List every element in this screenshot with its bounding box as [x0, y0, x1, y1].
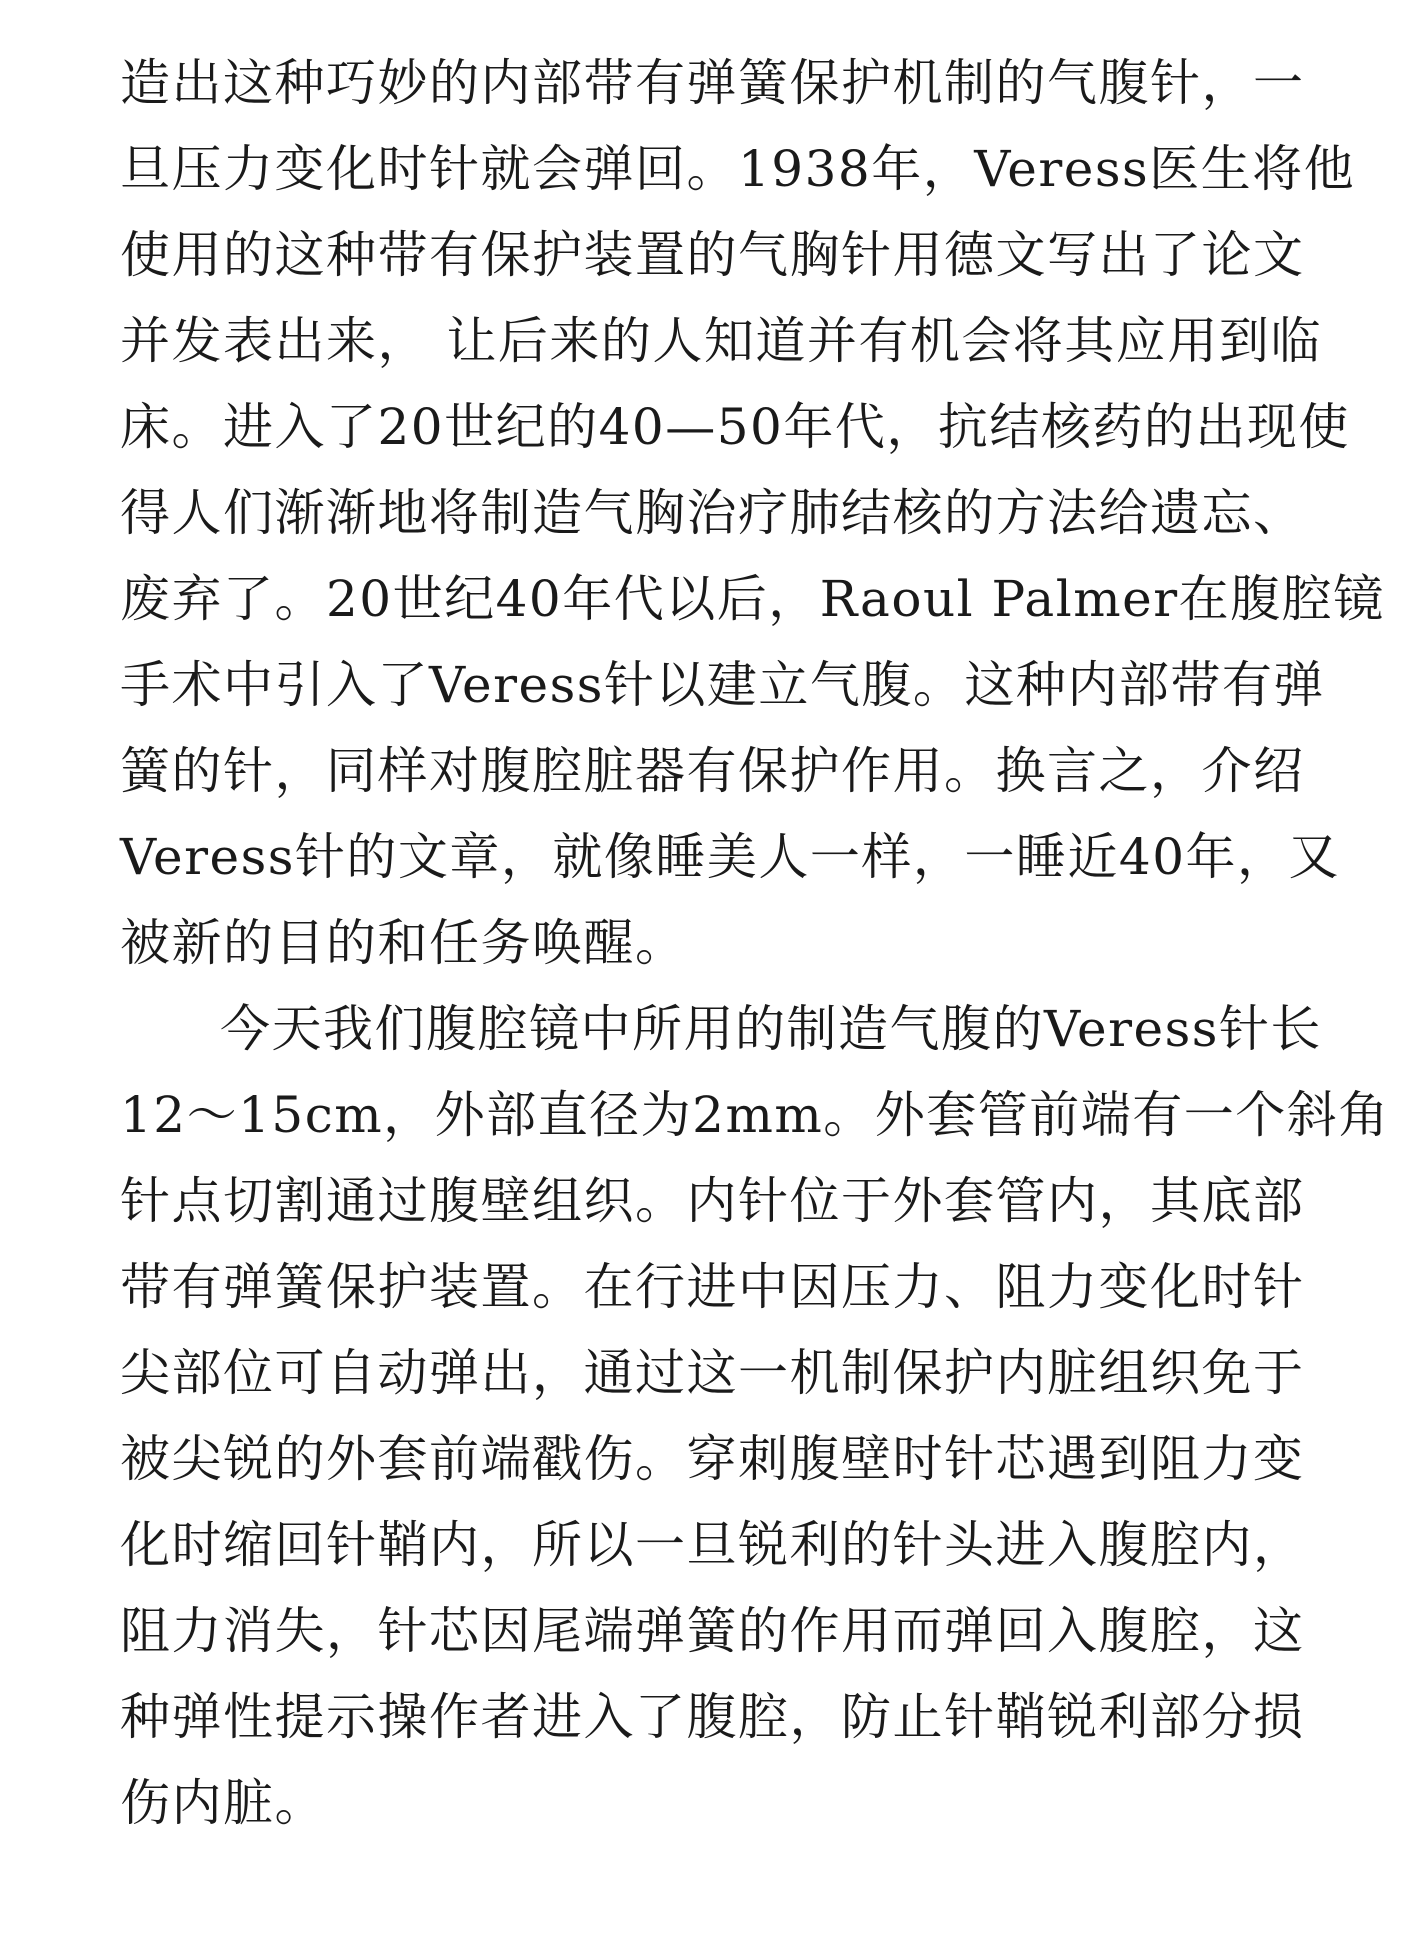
text-line: 使用的这种带有保护装置的气胸针用德文写出了论文 [120, 226, 1305, 284]
text-line: 旦压力变化时针就会弹回。1938年，Veress医生将他 [120, 140, 1356, 198]
text-line: 床。进入了20世纪的40—50年代，抗结核药的出现使 [120, 398, 1350, 456]
text-line: 簧的针，同样对腹腔脏器有保护作用。换言之，介绍 [120, 742, 1305, 800]
text-line: 阻力消失，针芯因尾端弹簧的作用而弹回入腹腔，这 [120, 1602, 1305, 1660]
text-line: 12～15cm，外部直径为2mm。外套管前端有一个斜角 [120, 1086, 1390, 1144]
text-line: 得人们渐渐地将制造气胸治疗肺结核的方法给遗忘、 [120, 484, 1305, 542]
text-line: 被新的目的和任务唤醒。 [120, 914, 687, 972]
text-line: 并发表出来， 让后来的人知道并有机会将其应用到临 [120, 312, 1322, 370]
text-line: 手术中引入了Veress针以建立气腹。这种内部带有弹 [120, 656, 1325, 714]
text-line: 被尖锐的外套前端戳伤。穿刺腹壁时针芯遇到阻力变 [120, 1430, 1305, 1488]
text-line: 伤内脏。 [120, 1774, 326, 1832]
paragraph-2 [120, 986, 1390, 1846]
paragraph-1 [120, 40, 1385, 986]
text-line: 带有弹簧保护装置。在行进中因压力、阻力变化时针 [120, 1258, 1305, 1316]
text-line: 废弃了。20世纪40年代以后，Raoul Palmer在腹腔镜 [120, 570, 1385, 628]
text-line: 种弹性提示操作者进入了腹腔，防止针鞘锐利部分损 [120, 1688, 1305, 1746]
text-line: 尖部位可自动弹出，通过这一机制保护内脏组织免于 [120, 1344, 1305, 1402]
text-line: 针点切割通过腹壁组织。内针位于外套管内，其底部 [120, 1172, 1305, 1230]
text-line: 化时缩回针鞘内，所以一旦锐利的针头进入腹腔内， [120, 1516, 1305, 1574]
text-line: 今天我们腹腔镜中所用的制造气腹的Veress针长 [220, 1000, 1322, 1058]
text-line: Veress针的文章，就像睡美人一样，一睡近40年，又 [120, 828, 1341, 886]
text-line: 造出这种巧妙的内部带有弹簧保护机制的气腹针，一 [120, 54, 1305, 112]
document-page [120, 40, 1390, 1846]
